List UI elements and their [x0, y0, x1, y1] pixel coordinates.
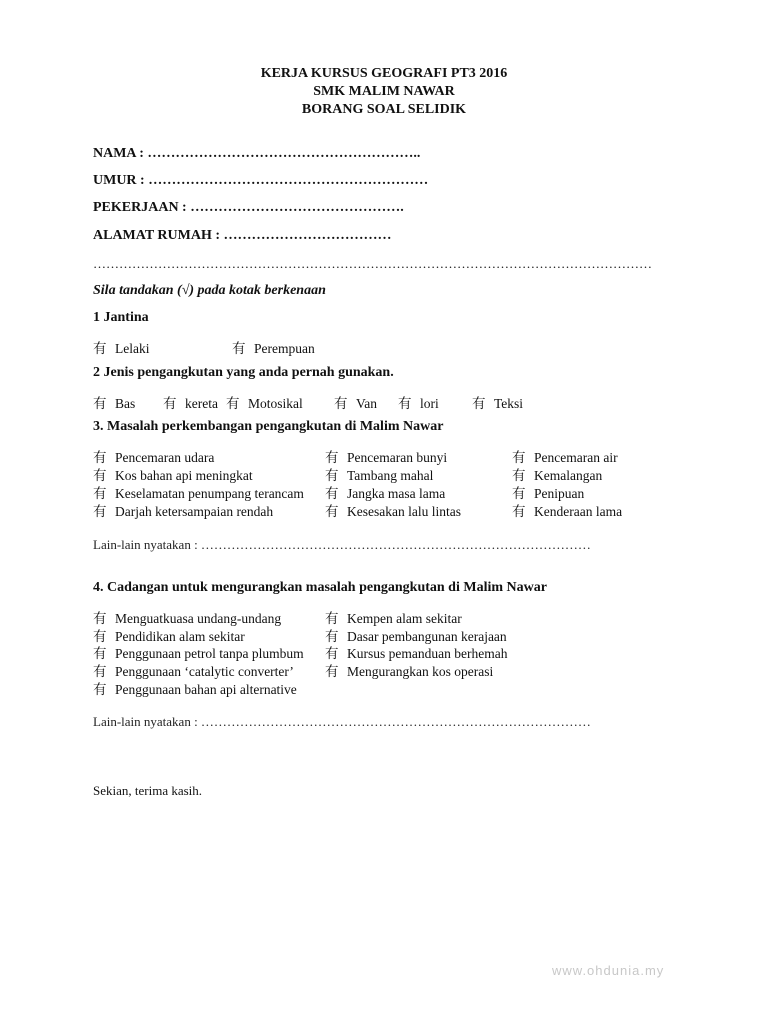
q3-option[interactable]: 有 Pencemaran air	[512, 446, 618, 466]
checkbox-icon: 有	[325, 611, 339, 626]
q3-option[interactable]: 有 Penipuan	[512, 482, 584, 502]
q1-title: 1 Jantina	[93, 310, 149, 325]
checkbox-icon: 有	[93, 396, 107, 411]
q2-option[interactable]: 有 Bas	[93, 392, 135, 412]
q3-option[interactable]: 有 Tambang mahal	[325, 464, 433, 484]
q2-option[interactable]: 有 lori	[398, 392, 439, 412]
alamat-line-2: …………………………………………………………………………………………………………………	[93, 256, 652, 271]
checkbox-icon: 有	[325, 468, 339, 483]
checkbox-icon: 有	[93, 450, 107, 465]
closing-text: Sekian, terima kasih.	[93, 783, 203, 798]
checkbox-icon: 有	[398, 396, 412, 411]
checkbox-icon: 有	[512, 468, 526, 483]
q1-option[interactable]: 有 Perempuan	[232, 337, 315, 357]
checkbox-icon: 有	[512, 504, 526, 519]
checkbox-icon: 有	[325, 646, 339, 661]
checkbox-icon: 有	[93, 504, 107, 519]
header-line-3: BORANG SOAL SELIDIK	[301, 102, 467, 117]
checkbox-icon: 有	[325, 629, 339, 644]
q4-lain-lain: Lain-lain nyatakan : ………………………………………………………………………………	[93, 714, 591, 729]
pekerjaan-field: PEKERJAAN : ……………………………………….	[93, 200, 404, 215]
checkbox-icon: 有	[512, 450, 526, 465]
q3-option[interactable]: 有 Kemalangan	[512, 464, 602, 484]
q2-title: 2 Jenis pengangkutan yang anda pernah gunakan.	[93, 365, 394, 380]
q3-title: 3. Masalah perkembangan pengangkutan di Malim Nawar	[93, 419, 444, 434]
q4-option[interactable]: 有 Penggunaan bahan api alternative	[93, 678, 297, 698]
q2-option[interactable]: 有 Teksi	[472, 392, 523, 412]
q3-lain-lain: Lain-lain nyatakan : ………………………………………………………………………………	[93, 537, 591, 552]
instruction-text: Sila tandakan (√) pada kotak berkenaan	[93, 283, 326, 298]
checkbox-icon: 有	[325, 486, 339, 501]
q4-title: 4. Cadangan untuk mengurangkan masalah pengangkutan di Malim Nawar	[93, 580, 547, 595]
alamat-field: ALAMAT RUMAH : ………………………………	[93, 228, 392, 243]
checkbox-icon: 有	[93, 468, 107, 483]
checkbox-icon: 有	[93, 682, 107, 697]
q3-option[interactable]: 有 Keselamatan penumpang terancam	[93, 482, 304, 502]
q1-option[interactable]: 有 Lelaki	[93, 337, 149, 357]
q3-option[interactable]: 有 Pencemaran udara	[93, 446, 214, 466]
q3-option[interactable]: 有 Kesesakan lalu lintas	[325, 500, 461, 520]
q4-option[interactable]: 有 Kempen alam sekitar	[325, 607, 462, 627]
checkbox-icon: 有	[325, 664, 339, 679]
checkbox-icon: 有	[232, 341, 246, 356]
header-line-2: SMK MALIM NAWAR	[313, 84, 455, 99]
header-line-1: KERJA KURSUS GEOGRAFI PT3 2016	[260, 66, 508, 81]
q3-option[interactable]: 有 Pencemaran bunyi	[325, 446, 447, 466]
checkbox-icon: 有	[93, 486, 107, 501]
checkbox-icon: 有	[325, 450, 339, 465]
q2-option[interactable]: 有 Van	[334, 392, 377, 412]
checkbox-icon: 有	[93, 646, 107, 661]
checkbox-icon: 有	[93, 629, 107, 644]
q4-option[interactable]: 有 Penggunaan ‘catalytic converter’	[93, 660, 294, 680]
checkbox-icon: 有	[334, 396, 348, 411]
q4-option[interactable]: 有 Dasar pembangunan kerajaan	[325, 625, 507, 645]
q2-option[interactable]: 有 kereta	[163, 392, 218, 412]
q3-option[interactable]: 有 Darjah ketersampaian rendah	[93, 500, 273, 520]
q4-option[interactable]: 有 Mengurangkan kos operasi	[325, 660, 493, 680]
checkbox-icon: 有	[226, 396, 240, 411]
umur-field: UMUR : ……………………………………………………	[93, 173, 429, 188]
q4-option[interactable]: 有 Menguatkuasa undang-undang	[93, 607, 281, 627]
checkbox-icon: 有	[325, 504, 339, 519]
q4-option[interactable]: 有 Pendidikan alam sekitar	[93, 625, 245, 645]
q3-option[interactable]: 有 Kenderaan lama	[512, 500, 622, 520]
q4-option[interactable]: 有 Kursus pemanduan berhemah	[325, 642, 507, 662]
checkbox-icon: 有	[93, 664, 107, 679]
q3-option[interactable]: 有 Kos bahan api meningkat	[93, 464, 253, 484]
checkbox-icon: 有	[163, 396, 177, 411]
q3-option[interactable]: 有 Jangka masa lama	[325, 482, 445, 502]
checkbox-icon: 有	[472, 396, 486, 411]
checkbox-icon: 有	[93, 341, 107, 356]
checkbox-icon: 有	[93, 611, 107, 626]
q2-option[interactable]: 有 Motosikal	[226, 392, 303, 412]
checkbox-icon: 有	[512, 486, 526, 501]
nama-field: NAMA : …………………………………………………..	[93, 146, 421, 161]
q4-option[interactable]: 有 Penggunaan petrol tanpa plumbum	[93, 642, 304, 662]
watermark-text: www.ohdunia.my	[552, 963, 665, 978]
